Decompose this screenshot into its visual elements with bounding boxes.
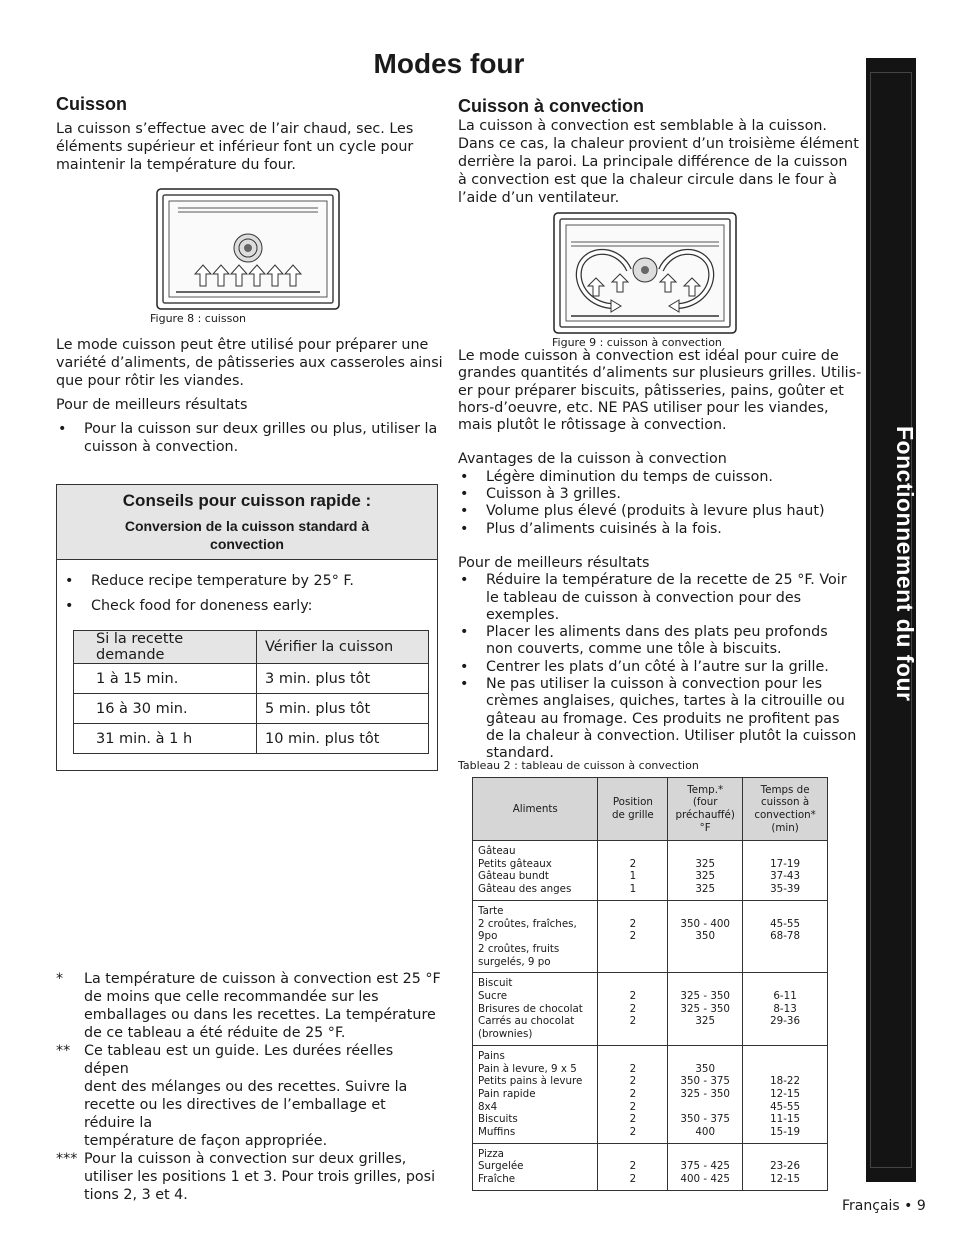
cell-line: 2 croûtes, fruits [478, 942, 560, 955]
cell-line: (brownies) [478, 1028, 533, 1041]
text-line: Pour la cuisson à convection sur deux grilles, [84, 1151, 407, 1167]
text-line: de la chaleur à convection. Utiliser plutôt la cuisson [486, 727, 857, 744]
text-line: tions 2, 3 et 4. [84, 1187, 188, 1203]
advantages-list [458, 469, 861, 538]
table-row [473, 973, 828, 1046]
cell-line: 2 [629, 1160, 637, 1173]
text-line: La cuisson à convection est semblable à la cuisson. [458, 118, 827, 134]
footnote [56, 970, 441, 1042]
text-line: gâteau au fromage. Ces produits ne profitent pas [486, 710, 840, 727]
cell-line: de grille [611, 809, 654, 821]
cell-line: 2 [629, 1062, 637, 1075]
time-cell [743, 900, 828, 973]
text-line: crèmes anglaises, quiches, tartes à la citrouille ou [486, 693, 845, 710]
list-item: • Reduce recipe temperature by 25° F. [63, 569, 354, 594]
best-results-list [458, 572, 861, 762]
cell-line: Biscuit [478, 977, 513, 990]
text-line: Le mode cuisson à convection est idéal pour cuire de [458, 348, 839, 364]
cell-line: Muffins [478, 1126, 516, 1139]
table-header-cell [743, 778, 828, 841]
cell-line: 400 - 425 [680, 1173, 730, 1186]
text-line: Dans ce cas, la chaleur provient d’un troisième élément [458, 136, 859, 152]
cell-line [599, 977, 666, 990]
cell-line: 325 [695, 883, 716, 896]
text-line: hors-d’oeuvre, etc. NE PAS utiliser pour les viandes, [458, 399, 829, 416]
cell-line: 2 [629, 1015, 637, 1028]
list-item [458, 572, 861, 624]
cell-line: 350 - 375 [680, 1113, 730, 1126]
cell-line: 18-22 [770, 1075, 801, 1088]
cell-line: 37-43 [770, 870, 801, 883]
list-item: • Check food for doneness early: [63, 594, 354, 619]
cell-line: Biscuits [478, 1113, 518, 1126]
position-cell [598, 900, 668, 973]
table-row [74, 694, 429, 724]
cell-line: 45-55 [770, 917, 801, 930]
cell-line: 325 - 350 [680, 990, 730, 1003]
cell-line [669, 1148, 741, 1161]
food-cell [473, 1143, 598, 1190]
cell-line: 2 [629, 1173, 637, 1186]
convection-para2 [458, 348, 861, 763]
cell-line [669, 943, 741, 956]
convection-cooking-table [472, 777, 828, 1191]
temp-cell [668, 1143, 743, 1190]
cell-line [744, 943, 826, 956]
cell-line: °F [699, 821, 711, 834]
food-cell [473, 841, 598, 901]
cell-line: 2 [629, 857, 637, 870]
cell-line [744, 1028, 826, 1041]
text-line: utiliser les positions 1 et 3. Pour trois grilles, posi [84, 1169, 436, 1185]
cell-line: 68-78 [770, 930, 801, 943]
table-row [473, 1143, 828, 1190]
advantages-title: Avantages de la cuisson à convection [458, 451, 727, 468]
temp-cell [668, 841, 743, 901]
tips-box [56, 484, 438, 771]
text-line: cuisson à convection. [84, 439, 239, 455]
table-row [74, 664, 429, 694]
list-item [458, 676, 861, 762]
position-cell [598, 973, 668, 1046]
position-cell [598, 841, 668, 901]
cell-line: Surgelée [478, 1160, 524, 1173]
time-cell [743, 1045, 828, 1143]
cell-line: 8x4 [478, 1100, 498, 1113]
footnote [56, 1042, 441, 1150]
cell-line: 29-36 [770, 1015, 801, 1028]
text-line: Le mode cuisson peut être utilisé pour préparer une [56, 337, 429, 353]
cell-line: Carrés au chocolat [478, 1015, 575, 1028]
cell-line: 1 [629, 870, 637, 883]
footnote [56, 1150, 441, 1204]
cell-line: Pains [478, 1049, 505, 1062]
text-line: er pour préparer biscuits, pâtisseries, pains, goûter et [458, 382, 844, 399]
food-cell [473, 973, 598, 1046]
cell-line: 12-15 [770, 1173, 801, 1186]
list-item: • Légère diminution du temps de cuisson. [458, 469, 861, 486]
header-lines [669, 784, 741, 835]
text-line: emballages ou dans les recettes. La température [84, 1007, 436, 1023]
table-row [473, 1045, 828, 1143]
header-lines [599, 796, 666, 821]
text-line: La température de cuisson à convection est 25 °F [84, 971, 441, 987]
table-header-row [473, 778, 828, 841]
time-cell [743, 973, 828, 1046]
cell-line: Position [612, 796, 653, 809]
table-row [74, 724, 429, 754]
temp-cell [668, 973, 743, 1046]
table-caption: Tableau 2 : tableau de cuisson à convection [458, 759, 699, 772]
text-line: Ne pas utiliser la cuisson à convection pour les [486, 676, 823, 693]
text-line: que pour rôtir les viandes. [56, 373, 244, 389]
cell-line: Fraîche [478, 1173, 516, 1186]
page-title: Modes four [373, 48, 525, 79]
cell-line: 350 - 375 [680, 1075, 730, 1088]
cell-line [744, 977, 826, 990]
text-line: dent des mélanges ou des recettes. Suivre la [84, 1079, 408, 1095]
cuisson-intro [56, 120, 413, 174]
cell-line [669, 905, 741, 918]
list-item [458, 659, 861, 676]
temp-cell [668, 900, 743, 973]
tips-bullets [63, 569, 354, 619]
cell-line: 2 [629, 1087, 637, 1100]
cell-line: Pizza [478, 1147, 504, 1160]
cell-line [744, 1148, 826, 1161]
cell-line: Temp.* [687, 783, 724, 796]
text-line: Réduire la température de la recette de 25 °F. Voir [486, 572, 847, 589]
cell-line: 2 [629, 917, 637, 930]
cell-line: 2 [629, 1100, 637, 1113]
cell-line: Pain à levure, 9 x 5 [478, 1062, 577, 1075]
list-item [56, 420, 443, 456]
cell-line [744, 845, 826, 858]
cell-line [599, 943, 666, 956]
cell-line: Temps de [760, 783, 810, 796]
table-header-cell: Si la recette demande [74, 631, 257, 664]
cell-line [599, 905, 666, 918]
food-cell [473, 1045, 598, 1143]
figure-9-caption: Figure 9 : cuisson à convection [552, 336, 722, 349]
cell-line [599, 1050, 666, 1063]
table-header-cell: Vérifier la cuisson [257, 631, 429, 664]
tips-title: Conseils pour cuisson rapide : [122, 491, 372, 510]
cell-line: Petits gâteaux [478, 857, 552, 870]
cell-line: 2 croûtes, fraîches, 9po [478, 917, 577, 943]
cell-line: 325 - 350 [680, 1087, 730, 1100]
text-line: Pour la cuisson sur deux grilles ou plus, utiliser la [84, 421, 438, 437]
cell-line: Pain rapide [478, 1087, 536, 1100]
table-cell: 1 à 15 min. [74, 664, 257, 694]
temp-cell [668, 1045, 743, 1143]
text-line: mais plutôt le rôtissage à convection. [458, 417, 727, 434]
tips-header [57, 485, 437, 560]
table-row [473, 900, 828, 973]
cell-line: 45-55 [770, 1100, 801, 1113]
cell-line: Tarte [478, 904, 504, 917]
text-line: le tableau de cuisson à convection pour des [486, 589, 802, 606]
food-cell [473, 900, 598, 973]
header-lines [744, 784, 826, 835]
cell-line [744, 1050, 826, 1063]
cell-line: 15-19 [770, 1126, 801, 1139]
cell-line [744, 1063, 826, 1076]
text-line: température de façon appropriée. [84, 1133, 328, 1149]
cell-line [599, 845, 666, 858]
text-line: non couverts, comme une tôle à biscuits. [486, 641, 782, 658]
cell-line: surgelés, 9 po [478, 955, 551, 968]
cell-line [669, 1028, 741, 1041]
best-results-label: Pour de meilleurs résultats [458, 554, 650, 571]
table-cell: 31 min. à 1 h [74, 724, 257, 754]
best-results-label: Pour de meilleurs résultats [56, 397, 248, 413]
cell-line: 325 [695, 870, 716, 883]
text-line: variété d’aliments, de pâtisseries aux casseroles ainsi [56, 355, 443, 371]
cell-line [669, 1050, 741, 1063]
text-line: exemples. [486, 606, 560, 623]
text-line: de moins que celle recommandée sur les [84, 989, 379, 1005]
table-header-cell [598, 778, 668, 841]
cell-line: préchauffé) [675, 809, 735, 821]
cell-line: Gâteau [478, 845, 516, 857]
cell-line: 2 [629, 990, 637, 1003]
cell-line: (min) [771, 821, 799, 834]
table-row [473, 841, 828, 901]
cell-line [744, 905, 826, 918]
cell-line: 12-15 [770, 1087, 801, 1100]
cuisson-bullets [56, 420, 443, 456]
cell-line: convection* [754, 809, 816, 821]
text-line: l’aide d’un ventilateur. [458, 190, 620, 206]
cell-line: 6-11 [773, 990, 797, 1003]
side-tab [866, 58, 916, 1182]
text-line: Placer les aliments dans des plats peu profonds [486, 624, 828, 641]
cell-line: 35-39 [770, 883, 801, 896]
cell-line: 325 - 350 [680, 1002, 730, 1015]
figure-9-convection-illustration [553, 212, 737, 334]
cell-line [599, 1148, 666, 1161]
text-line: maintenir la température du four. [56, 157, 296, 173]
cuisson-para2 [56, 336, 443, 456]
table-header-row [74, 631, 429, 664]
time-cell [743, 1143, 828, 1190]
cuisson-heading: Cuisson [56, 94, 128, 114]
cell-line: 375 - 425 [680, 1160, 730, 1173]
cell-line: 1 [629, 883, 637, 896]
cell-line: (four [692, 796, 718, 809]
text-line: éléments supérieur et inférieur font un cycle pour [56, 139, 414, 155]
cell-line: 17-19 [770, 857, 801, 870]
cell-line: 325 [695, 1015, 716, 1028]
cell-line: 350 - 400 [680, 917, 730, 930]
text-line: Ce tableau est un guide. Les durées réelles dépen [84, 1043, 394, 1077]
conversion-table [73, 630, 429, 754]
list-item: • Volume plus élevé (produits à levure plus haut) [458, 503, 861, 520]
footnote-mark: ** [56, 1043, 71, 1059]
text-line: Centrer les plats d’un côté à l’autre sur la grille. [486, 658, 829, 675]
cell-line: 325 [695, 857, 716, 870]
cell-line [599, 1028, 666, 1041]
table-header-cell [473, 778, 598, 841]
position-cell [598, 1045, 668, 1143]
text-line: recette ou les directives de l’emballage et réduire la [84, 1097, 386, 1131]
list-item [458, 624, 861, 659]
text-line: de ce tableau a été réduite de 25 °F. [84, 1025, 346, 1041]
figure-8-oven-illustration [156, 188, 340, 310]
cell-line: 400 [695, 1126, 716, 1139]
cell-line: 2 [629, 1126, 637, 1139]
table-cell: 10 min. plus tôt [257, 724, 429, 754]
page-footer: Français • 9 [842, 1198, 926, 1214]
header-lines [474, 803, 596, 816]
cell-line: 2 [629, 1113, 637, 1126]
cell-line: 2 [629, 930, 637, 943]
footnote-mark: *** [56, 1151, 78, 1167]
position-cell [598, 1143, 668, 1190]
text-line: à convection est que la chaleur circule dans le four à [458, 172, 837, 188]
list-item: • Plus d’aliments cuisinés à la fois. [458, 521, 861, 538]
cell-line: Aliments [512, 802, 558, 815]
cell-line: Gâteau des anges [478, 883, 572, 896]
cell-line: Gâteau bundt [478, 870, 549, 883]
footnotes [56, 970, 441, 1204]
cell-line: cuisson à [760, 796, 810, 809]
cell-line: 8-13 [773, 1002, 797, 1015]
convection-heading: Cuisson à convection [458, 96, 645, 116]
time-cell [743, 841, 828, 901]
side-tab-label: Fonctionnement du four [892, 426, 918, 702]
cell-line: Brisures de chocolat [478, 1002, 583, 1015]
cell-line: 23-26 [770, 1160, 801, 1173]
list-item: • Cuisson à 3 grilles. [458, 486, 861, 503]
cell-line: Petits pains à levure [478, 1075, 583, 1088]
text-line: Conversion de la cuisson standard à [124, 518, 370, 534]
figure-8-caption: Figure 8 : cuisson [150, 312, 247, 325]
cell-line [669, 977, 741, 990]
text-line: derrière la paroi. La principale différence de la cuisson [458, 154, 848, 170]
tips-subtitle [57, 517, 437, 553]
table-cell: 3 min. plus tôt [257, 664, 429, 694]
convection-intro [458, 117, 859, 207]
cell-line: 350 [695, 1062, 716, 1075]
table-header-cell [668, 778, 743, 841]
cell-line: 2 [629, 1075, 637, 1088]
cell-line: 11-15 [770, 1113, 801, 1126]
text-line: La cuisson s’effectue avec de l’air chaud, sec. Les [56, 121, 414, 137]
text-line: convection [210, 536, 284, 552]
cell-line: 2 [629, 1002, 637, 1015]
cell-line: 350 [695, 930, 716, 943]
text-line: grandes quantités d’aliments sur plusieurs grilles. Utilis- [458, 365, 862, 382]
cell-line [669, 1101, 741, 1114]
text-line: standard. [486, 745, 554, 762]
table-cell: 5 min. plus tôt [257, 694, 429, 724]
table-cell: 16 à 30 min. [74, 694, 257, 724]
cell-line [669, 845, 741, 858]
cell-line: Sucre [478, 990, 508, 1003]
footnote-mark: * [56, 971, 64, 987]
